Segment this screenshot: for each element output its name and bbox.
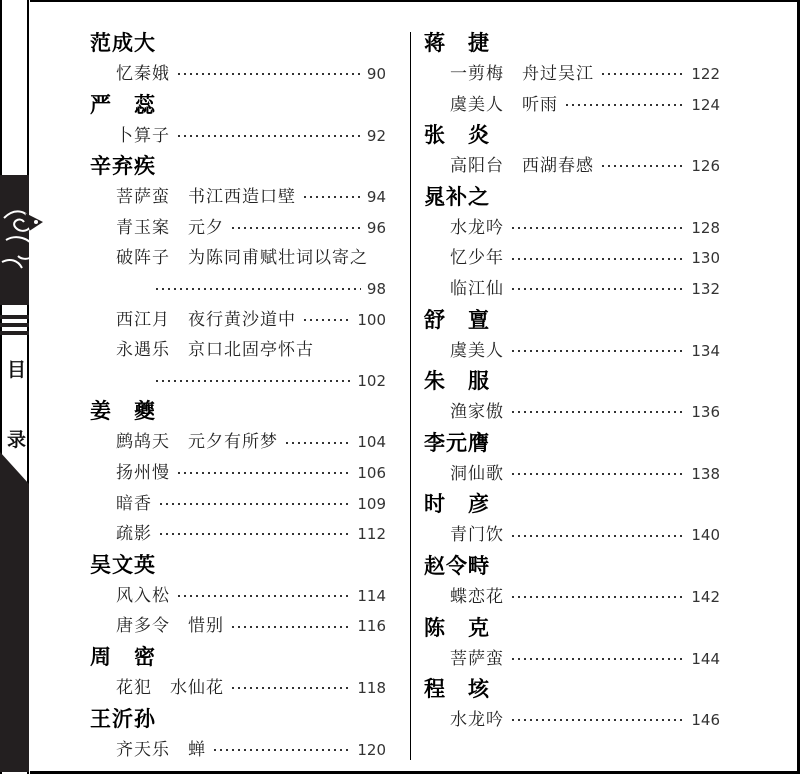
dot-leader — [564, 104, 685, 106]
entry-title: 唐多令 惜别 — [116, 616, 224, 637]
toc-entry[interactable] — [424, 520, 720, 551]
author-heading: 范成大 — [90, 31, 156, 55]
entry-title: 菩萨蛮 — [450, 648, 504, 669]
author-heading: 晁补之 — [424, 184, 490, 209]
toc-entry[interactable] — [90, 121, 386, 152]
author-heading: 辛弃疾 — [90, 154, 156, 179]
page-number: 140 — [691, 526, 720, 545]
toc-entry[interactable] — [90, 427, 386, 458]
author-heading: 姜 夔 — [90, 399, 156, 424]
page-number: 128 — [691, 218, 720, 237]
dot-leader — [510, 350, 685, 352]
dot-leader — [510, 658, 685, 660]
toc-entry[interactable] — [424, 459, 720, 490]
author-heading: 王沂孙 — [90, 706, 156, 731]
spine-band — [0, 323, 29, 327]
entry-title: 齐天乐 蝉 — [116, 739, 206, 760]
page-number: 132 — [691, 279, 720, 298]
dot-leader — [230, 227, 361, 229]
dot-leader — [154, 288, 361, 290]
entry-title: 水龙吟 — [450, 217, 504, 238]
entry-title: 永遇乐 京口北固亭怀古 — [116, 340, 314, 361]
page-number: 112 — [357, 525, 386, 544]
dot-leader — [510, 288, 685, 290]
author-heading: 朱 服 — [424, 369, 490, 394]
toc-entry[interactable] — [424, 397, 720, 428]
toc-entry[interactable] — [424, 582, 720, 613]
toc-entry[interactable] — [424, 59, 720, 90]
toc-entry[interactable] — [90, 458, 386, 489]
entry-title: 鹧鸪天 元夕有所梦 — [116, 432, 278, 453]
author-heading: 程 垓 — [424, 677, 490, 702]
entry-title: 风入松 — [116, 585, 170, 606]
page-number: 100 — [357, 310, 386, 329]
entry-title: 忆少年 — [450, 248, 504, 269]
toc-entry[interactable] — [424, 151, 720, 182]
dot-leader — [230, 687, 351, 689]
page-number: 90 — [366, 65, 386, 83]
toc-entry[interactable] — [424, 705, 720, 736]
dot-leader — [510, 473, 685, 475]
spine-label-lu: 录 — [7, 429, 27, 451]
dot-leader — [212, 749, 351, 751]
entry-title: 青门饮 — [450, 525, 504, 546]
toc-entry[interactable] — [90, 213, 386, 244]
page-number: 106 — [357, 463, 386, 482]
author-heading: 张 炎 — [424, 123, 490, 148]
author-heading: 周 密 — [90, 644, 156, 669]
entry-title: 扬州慢 — [116, 462, 170, 483]
entry-title: 花犯 水仙花 — [116, 677, 224, 698]
page-number: 116 — [357, 617, 386, 636]
page-number: 104 — [357, 433, 386, 452]
entry-title: 疏影 — [116, 524, 152, 545]
entry-title: 菩萨蛮 书江西造口壁 — [116, 187, 296, 208]
entry-title: 忆秦娥 — [116, 64, 170, 84]
page-border-top — [0, 0, 800, 2]
toc-entry[interactable] — [90, 182, 386, 213]
page-number: 98 — [366, 279, 386, 298]
dot-leader — [158, 533, 351, 535]
dot-leader — [230, 626, 351, 628]
toc-entry[interactable] — [90, 611, 386, 642]
page-number: 136 — [691, 403, 720, 422]
page-number: 144 — [691, 649, 720, 668]
entry-title: 虞美人 听雨 — [450, 94, 558, 115]
dot-leader — [158, 503, 351, 505]
book-spine — [0, 0, 30, 774]
dot-leader — [510, 258, 685, 260]
page-number: 138 — [691, 464, 720, 483]
entry-title: 高阳台 西湖春感 — [450, 156, 594, 177]
dot-leader — [510, 535, 685, 537]
page-number: 126 — [691, 157, 720, 176]
toc-left-column — [90, 28, 386, 765]
toc-entry-continuation[interactable] — [90, 274, 386, 305]
toc-entry[interactable] — [424, 90, 720, 121]
toc-entry[interactable] — [90, 735, 386, 766]
toc-entry[interactable] — [90, 673, 386, 704]
spine-tail-panel — [0, 452, 29, 772]
dragon-ornament-icon — [0, 200, 44, 280]
author-heading: 陈 克 — [424, 615, 490, 640]
dot-leader — [302, 196, 361, 198]
toc-entry-continuation[interactable] — [90, 366, 386, 397]
toc-entry[interactable] — [90, 489, 386, 520]
dot-leader — [284, 442, 351, 444]
dot-leader — [510, 411, 685, 413]
entry-title: 破阵子 为陈同甫赋壮词以寄之 — [116, 248, 368, 269]
dot-leader — [176, 595, 351, 597]
toc-entry[interactable] — [424, 243, 720, 274]
entry-title: 西江月 夜行黄沙道中 — [116, 309, 296, 330]
dot-leader — [176, 472, 351, 474]
page-number: 109 — [357, 494, 386, 513]
dot-leader — [176, 135, 361, 137]
entry-title: 洞仙歌 — [450, 463, 504, 484]
entry-title: 卜算子 — [116, 125, 170, 146]
page-number: 124 — [691, 95, 720, 114]
page-number: 102 — [357, 371, 386, 390]
page-number: 96 — [366, 218, 386, 237]
entry-title: 青玉案 元夕 — [116, 217, 224, 238]
author-heading: 时 彦 — [424, 492, 490, 517]
dot-leader — [600, 165, 685, 167]
dot-leader — [302, 319, 351, 321]
entry-title: 蝶恋花 — [450, 586, 504, 607]
page-number: 92 — [366, 126, 386, 145]
toc-entry[interactable] — [90, 519, 386, 550]
page-number: 122 — [691, 65, 720, 83]
page-number: 142 — [691, 587, 720, 606]
author-heading: 李元膺 — [424, 430, 490, 455]
entry-title: 虞美人 — [450, 340, 504, 361]
page-number: 120 — [357, 740, 386, 759]
dot-leader — [600, 73, 685, 75]
toc-entry[interactable] — [90, 581, 386, 612]
page-number: 130 — [691, 249, 720, 268]
dot-leader — [510, 227, 685, 229]
author-heading: 严 蕊 — [90, 92, 156, 117]
page-number: 146 — [691, 711, 720, 730]
toc-entry[interactable] — [424, 274, 720, 305]
toc-entry[interactable] — [424, 336, 720, 367]
column-divider — [410, 32, 411, 760]
page-number: 94 — [366, 188, 386, 207]
entry-title: 暗香 — [116, 493, 152, 514]
author-heading: 赵令畤 — [424, 553, 490, 578]
dot-leader — [154, 380, 351, 382]
toc-entry[interactable] — [90, 335, 386, 366]
toc-entry[interactable] — [424, 644, 720, 675]
page-number: 114 — [357, 586, 386, 605]
author-heading: 吴文英 — [90, 552, 156, 577]
page-number: 134 — [691, 341, 720, 360]
dot-leader — [510, 719, 685, 721]
entry-title: 渔家傲 — [450, 402, 504, 423]
dot-leader — [510, 596, 685, 598]
toc-right-column — [424, 28, 720, 736]
author-heading: 舒 亶 — [424, 307, 490, 332]
entry-title: 水龙吟 — [450, 710, 504, 731]
toc-entry[interactable] — [90, 243, 386, 274]
entry-title: 一剪梅 舟过吴江 — [450, 64, 594, 84]
spine-band — [0, 331, 29, 335]
entry-title: 临江仙 — [450, 278, 504, 299]
page-number: 118 — [357, 678, 386, 697]
spine-label-mu: 目 — [7, 359, 27, 381]
spine-band — [0, 315, 29, 319]
toc-entry[interactable] — [90, 305, 386, 336]
author-heading: 蒋 捷 — [424, 31, 490, 55]
dot-leader — [176, 73, 361, 75]
toc-entry[interactable] — [90, 59, 386, 90]
toc-entry[interactable] — [424, 213, 720, 244]
